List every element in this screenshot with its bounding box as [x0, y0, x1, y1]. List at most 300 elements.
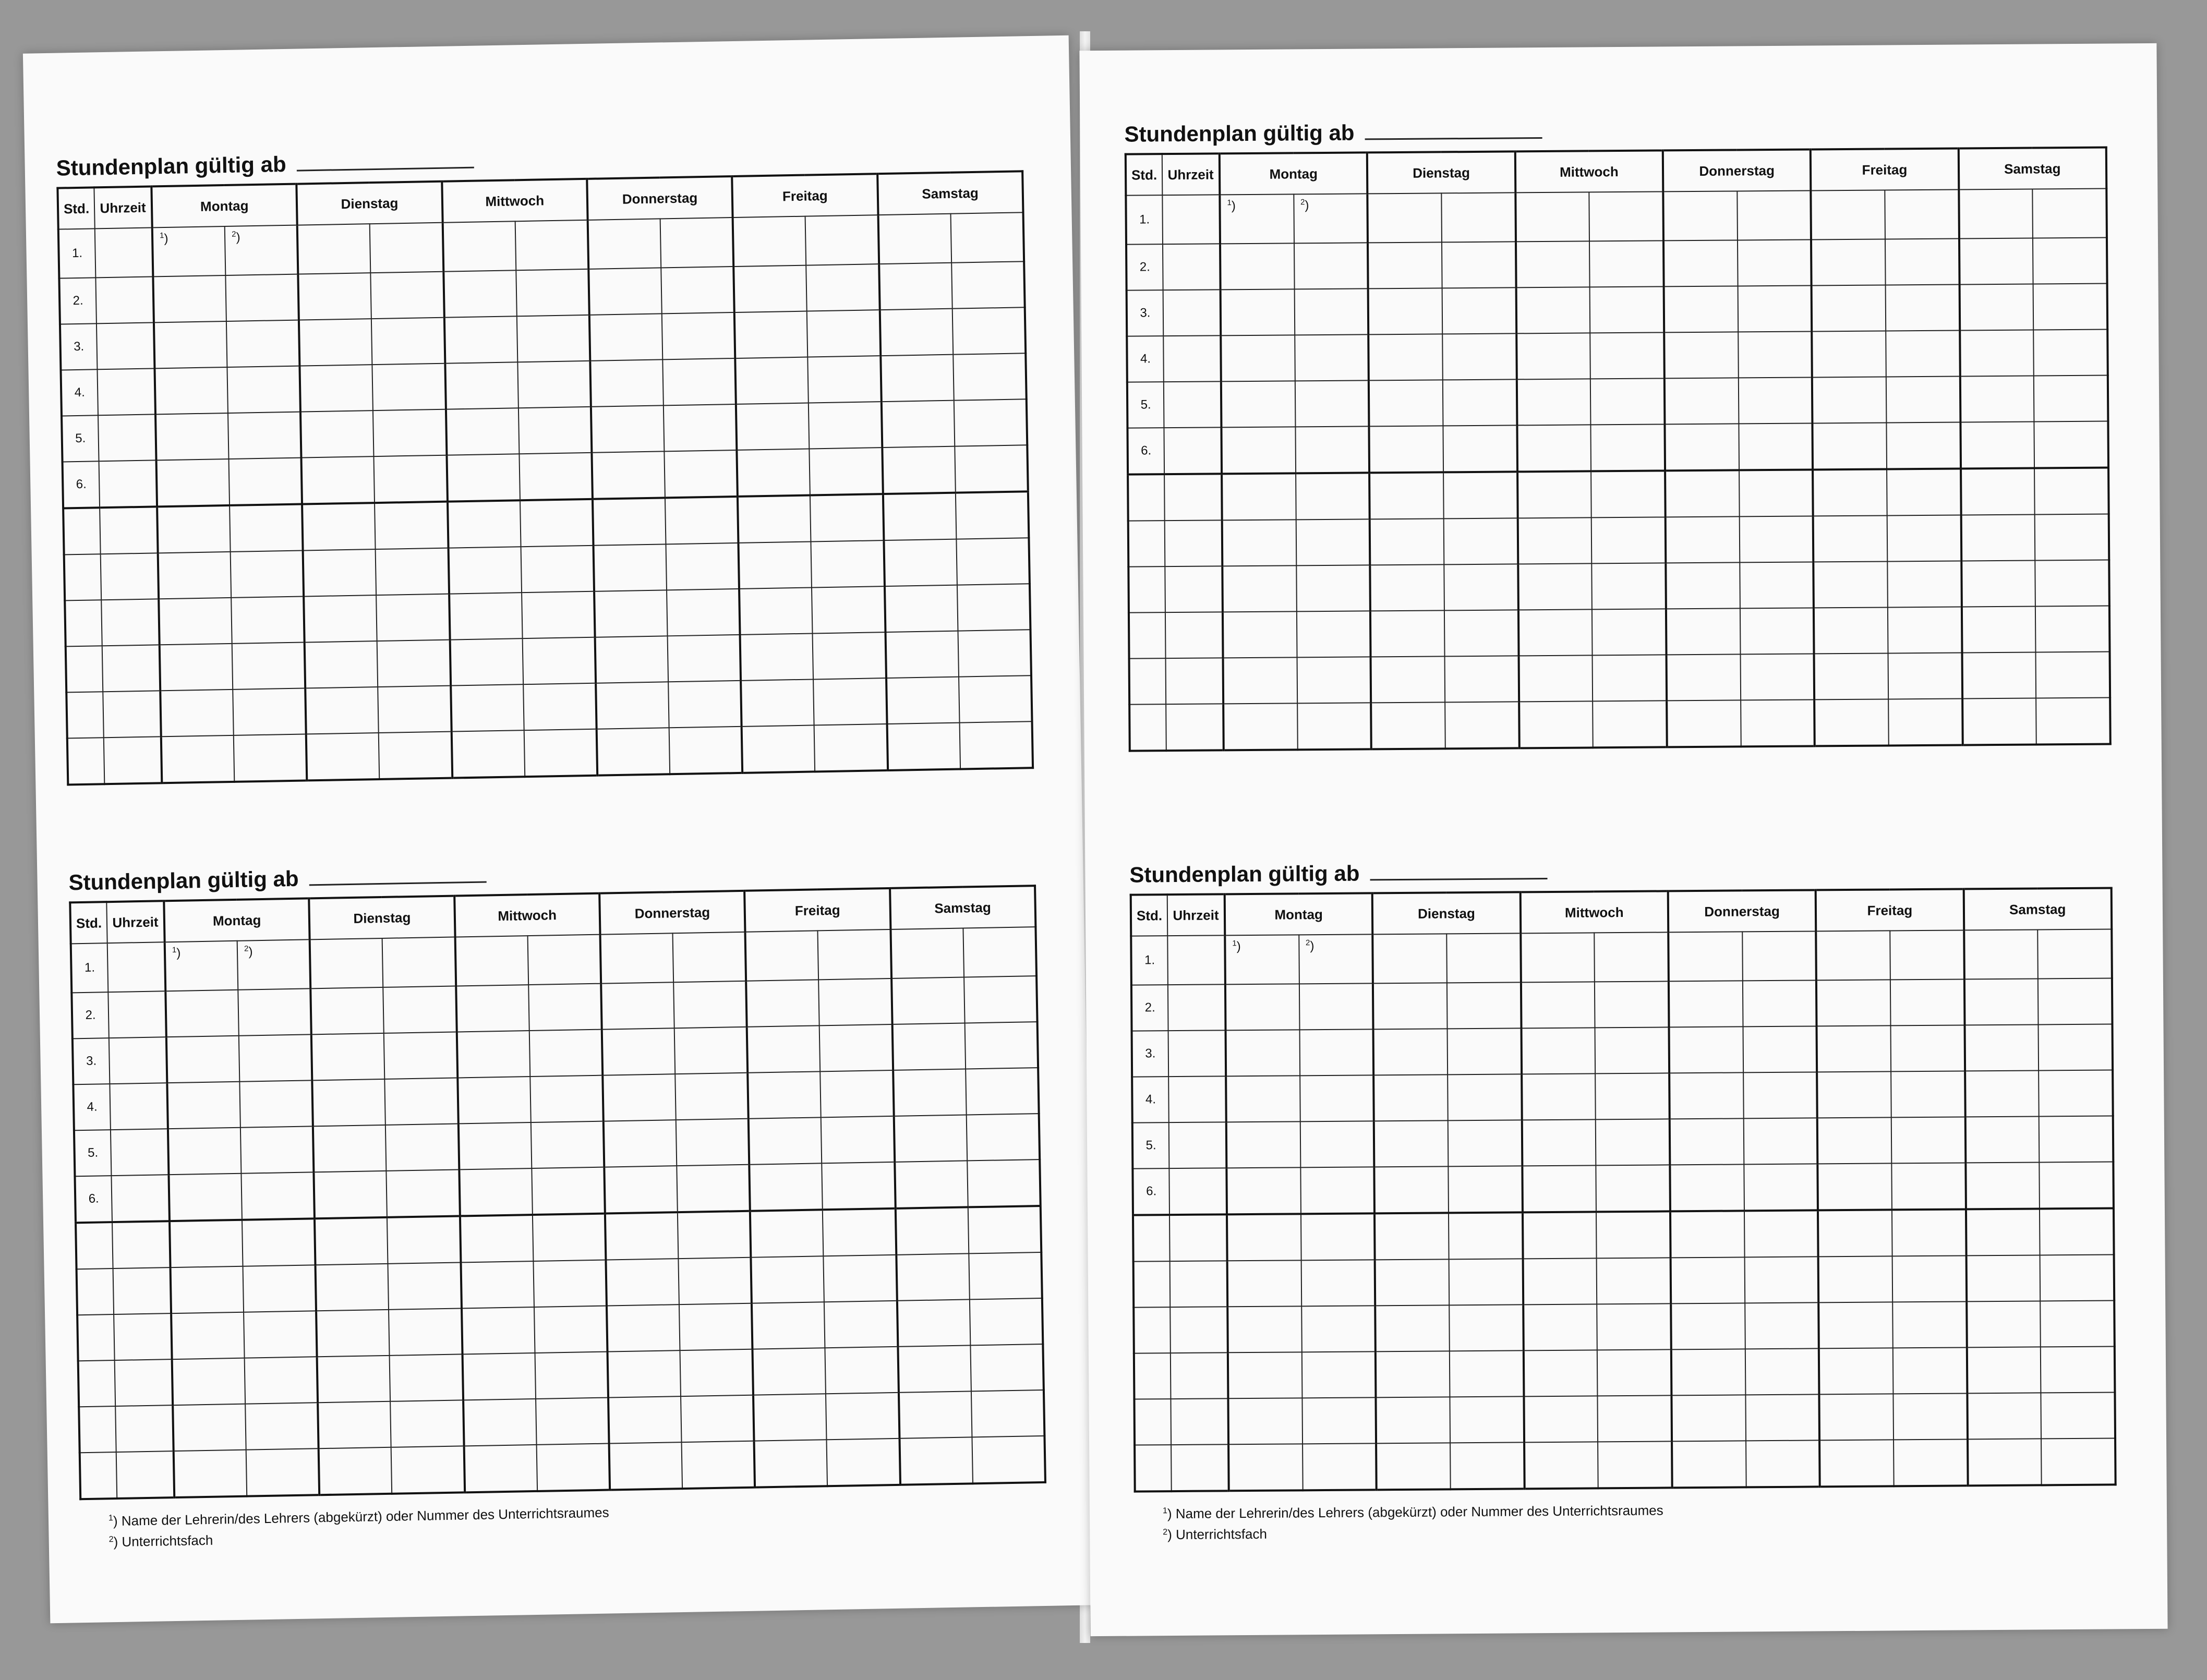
subject-cell[interactable]: [1738, 239, 1812, 286]
teacher-room-cell[interactable]: [1965, 1070, 2039, 1117]
teacher-room-cell[interactable]: [746, 980, 819, 1026]
subject-cell[interactable]: [530, 1075, 604, 1122]
teacher-room-cell[interactable]: [1518, 609, 1593, 656]
subject-cell[interactable]: [680, 1349, 754, 1396]
subject-cell[interactable]: [953, 353, 1027, 400]
subject-cell[interactable]: [669, 727, 743, 774]
subject-cell[interactable]: [808, 356, 882, 403]
time-cell[interactable]: [116, 1451, 175, 1498]
subject-cell[interactable]: [1746, 1440, 1820, 1487]
subject-cell[interactable]: [827, 1439, 900, 1486]
teacher-room-cell[interactable]: [311, 987, 384, 1034]
teacher-room-cell[interactable]: [1817, 1025, 1891, 1072]
teacher-room-cell[interactable]: [1370, 518, 1444, 565]
teacher-room-cell[interactable]: [1523, 1350, 1597, 1396]
subject-cell[interactable]: [1597, 1258, 1671, 1304]
subject-cell[interactable]: [1744, 1164, 1818, 1211]
subject-cell[interactable]: [678, 1211, 751, 1259]
teacher-room-cell[interactable]: [1226, 1121, 1300, 1168]
teacher-room-cell[interactable]: [1964, 978, 2038, 1025]
teacher-room-cell[interactable]: [1666, 608, 1740, 655]
subject-cell[interactable]: [677, 1165, 750, 1212]
subject-cell[interactable]: [240, 1080, 313, 1127]
teacher-room-cell[interactable]: [1965, 1116, 2039, 1163]
teacher-room-cell[interactable]: [1221, 381, 1295, 427]
teacher-room-cell[interactable]: [1517, 517, 1591, 564]
subject-cell[interactable]: [1300, 1121, 1374, 1167]
teacher-room-cell[interactable]: [445, 362, 518, 409]
subject-cell[interactable]: [1294, 194, 1368, 243]
teacher-room-cell[interactable]: [1960, 421, 2034, 468]
subject-cell[interactable]: [826, 1393, 899, 1440]
subject-cell[interactable]: [821, 1070, 894, 1117]
subject-cell[interactable]: [524, 729, 597, 777]
teacher-room-cell[interactable]: [315, 1217, 388, 1265]
subject-cell[interactable]: [387, 1216, 461, 1263]
subject-cell[interactable]: [1449, 1212, 1523, 1259]
subject-cell[interactable]: [966, 1068, 1039, 1115]
teacher-room-cell[interactable]: [895, 1207, 969, 1254]
subject-cell[interactable]: [228, 412, 301, 459]
teacher-room-cell[interactable]: [1227, 1214, 1301, 1261]
subject-cell[interactable]: [535, 1352, 608, 1399]
subject-cell[interactable]: [1885, 189, 1959, 239]
subject-cell[interactable]: [1448, 1166, 1522, 1213]
time-cell[interactable]: [1164, 427, 1222, 474]
subject-cell[interactable]: [1891, 1071, 1965, 1117]
subject-cell[interactable]: [372, 364, 446, 410]
time-cell[interactable]: [1165, 612, 1223, 658]
teacher-room-cell[interactable]: [597, 728, 670, 775]
teacher-room-cell[interactable]: [1374, 1120, 1448, 1167]
subject-cell[interactable]: [660, 217, 734, 268]
teacher-room-cell[interactable]: [1671, 1303, 1745, 1349]
subject-cell[interactable]: [819, 1024, 893, 1071]
subject-cell[interactable]: [1887, 468, 1961, 515]
subject-cell[interactable]: [664, 450, 738, 498]
teacher-room-cell[interactable]: [1816, 980, 1890, 1026]
subject-cell[interactable]: [2040, 1208, 2114, 1255]
subject-cell[interactable]: [528, 984, 602, 1031]
subject-cell[interactable]: [1443, 425, 1517, 472]
subject-cell[interactable]: [529, 1030, 603, 1077]
teacher-room-cell[interactable]: [1368, 242, 1442, 288]
teacher-room-cell[interactable]: [1959, 189, 2033, 238]
teacher-room-cell[interactable]: [1375, 1259, 1449, 1306]
subject-cell[interactable]: [2039, 1070, 2113, 1116]
teacher-room-cell[interactable]: [1374, 1213, 1449, 1260]
teacher-room-cell[interactable]: [461, 1261, 534, 1308]
teacher-room-cell[interactable]: [595, 636, 669, 683]
subject-cell[interactable]: [955, 445, 1028, 492]
teacher-room-cell[interactable]: [733, 216, 806, 267]
subject-cell[interactable]: [1739, 516, 1813, 562]
time-cell[interactable]: [1170, 1261, 1228, 1307]
subject-cell[interactable]: [1597, 1303, 1671, 1350]
subject-cell[interactable]: [969, 1252, 1042, 1299]
teacher-room-cell[interactable]: [1223, 611, 1297, 658]
subject-cell[interactable]: [1740, 608, 1814, 654]
teacher-room-cell[interactable]: [298, 273, 372, 320]
teacher-room-cell[interactable]: [316, 1310, 390, 1357]
subject-cell[interactable]: [2033, 330, 2107, 376]
subject-cell[interactable]: [227, 366, 301, 413]
teacher-room-cell[interactable]: [1665, 424, 1739, 470]
time-cell[interactable]: [1165, 520, 1223, 566]
teacher-room-cell[interactable]: [879, 263, 952, 310]
subject-cell[interactable]: [237, 939, 311, 989]
teacher-room-cell[interactable]: [300, 410, 374, 457]
teacher-room-cell[interactable]: [591, 405, 665, 452]
teacher-room-cell[interactable]: [1518, 563, 1592, 610]
date-entry-line[interactable]: [297, 167, 474, 172]
subject-cell[interactable]: [810, 494, 884, 541]
teacher-room-cell[interactable]: [1227, 1260, 1301, 1307]
teacher-room-cell[interactable]: [1965, 1162, 2040, 1209]
subject-cell[interactable]: [1737, 190, 1811, 240]
teacher-room-cell[interactable]: [1373, 934, 1447, 983]
teacher-room-cell[interactable]: [152, 226, 226, 276]
subject-cell[interactable]: [1450, 1396, 1524, 1443]
time-cell[interactable]: [101, 599, 160, 646]
subject-cell[interactable]: [822, 1162, 896, 1210]
teacher-room-cell[interactable]: [1819, 1394, 1894, 1440]
teacher-room-cell[interactable]: [1669, 1072, 1743, 1119]
subject-cell[interactable]: [2039, 1116, 2113, 1162]
subject-cell[interactable]: [813, 632, 886, 679]
subject-cell[interactable]: [1450, 1442, 1524, 1489]
teacher-room-cell[interactable]: [451, 730, 525, 778]
subject-cell[interactable]: [1442, 333, 1516, 380]
subject-cell[interactable]: [1886, 376, 1960, 422]
teacher-room-cell[interactable]: [165, 990, 239, 1037]
teacher-room-cell[interactable]: [894, 1115, 967, 1162]
subject-cell[interactable]: [532, 1167, 605, 1215]
date-entry-line[interactable]: [309, 881, 487, 886]
teacher-room-cell[interactable]: [1517, 471, 1591, 518]
teacher-room-cell[interactable]: [1524, 1442, 1598, 1489]
teacher-room-cell[interactable]: [596, 682, 669, 729]
subject-cell[interactable]: [1449, 1304, 1523, 1351]
subject-cell[interactable]: [1738, 377, 1812, 424]
date-entry-line[interactable]: [1365, 137, 1542, 140]
teacher-room-cell[interactable]: [1814, 699, 1888, 746]
time-cell[interactable]: [102, 645, 161, 692]
teacher-room-cell[interactable]: [738, 495, 811, 543]
subject-cell[interactable]: [1299, 983, 1373, 1030]
subject-cell[interactable]: [1299, 934, 1373, 984]
teacher-room-cell[interactable]: [1371, 702, 1445, 749]
teacher-room-cell[interactable]: [314, 1171, 388, 1218]
subject-cell[interactable]: [242, 1218, 316, 1266]
subject-cell[interactable]: [2033, 238, 2107, 284]
subject-cell[interactable]: [1589, 240, 1663, 287]
teacher-room-cell[interactable]: [1960, 330, 2034, 376]
teacher-room-cell[interactable]: [304, 595, 377, 642]
teacher-room-cell[interactable]: [601, 982, 674, 1029]
teacher-room-cell[interactable]: [879, 309, 953, 356]
subject-cell[interactable]: [2035, 514, 2109, 560]
subject-cell[interactable]: [1890, 1025, 1964, 1071]
subject-cell[interactable]: [1443, 379, 1517, 426]
teacher-room-cell[interactable]: [1226, 1030, 1300, 1076]
teacher-room-cell[interactable]: [747, 1071, 821, 1118]
subject-cell[interactable]: [1890, 979, 1964, 1025]
teacher-room-cell[interactable]: [881, 401, 955, 448]
teacher-room-cell[interactable]: [886, 677, 960, 724]
subject-cell[interactable]: [1300, 1075, 1374, 1121]
subject-cell[interactable]: [971, 1390, 1045, 1437]
teacher-room-cell[interactable]: [1961, 468, 2035, 515]
teacher-room-cell[interactable]: [313, 1125, 387, 1172]
subject-cell[interactable]: [807, 310, 881, 357]
teacher-room-cell[interactable]: [455, 936, 528, 986]
teacher-room-cell[interactable]: [157, 505, 231, 553]
subject-cell[interactable]: [665, 497, 739, 544]
subject-cell[interactable]: [1592, 563, 1666, 609]
teacher-room-cell[interactable]: [1373, 1074, 1448, 1121]
teacher-room-cell[interactable]: [303, 549, 377, 596]
subject-cell[interactable]: [964, 1022, 1038, 1069]
teacher-room-cell[interactable]: [456, 1031, 530, 1078]
subject-cell[interactable]: [1744, 1210, 1818, 1257]
subject-cell[interactable]: [1445, 656, 1519, 702]
subject-cell[interactable]: [2033, 189, 2107, 238]
teacher-room-cell[interactable]: [168, 1128, 242, 1175]
teacher-room-cell[interactable]: [1813, 422, 1887, 469]
teacher-room-cell[interactable]: [1669, 981, 1743, 1027]
teacher-room-cell[interactable]: [171, 1312, 245, 1359]
subject-cell[interactable]: [950, 212, 1024, 262]
teacher-room-cell[interactable]: [1672, 1441, 1746, 1488]
teacher-room-cell[interactable]: [1376, 1351, 1450, 1397]
subject-cell[interactable]: [385, 1123, 459, 1170]
teacher-room-cell[interactable]: [1516, 379, 1590, 425]
teacher-room-cell[interactable]: [1671, 1395, 1745, 1441]
subject-cell[interactable]: [533, 1260, 607, 1307]
subject-cell[interactable]: [805, 215, 879, 265]
subject-cell[interactable]: [231, 596, 305, 643]
time-cell[interactable]: [100, 506, 158, 554]
time-cell[interactable]: [1171, 1444, 1229, 1491]
teacher-room-cell[interactable]: [878, 214, 951, 264]
subject-cell[interactable]: [2034, 375, 2108, 421]
teacher-room-cell[interactable]: [1221, 427, 1295, 474]
teacher-room-cell[interactable]: [1962, 652, 2036, 698]
teacher-room-cell[interactable]: [589, 313, 663, 360]
teacher-room-cell[interactable]: [306, 687, 379, 734]
subject-cell[interactable]: [391, 1400, 464, 1447]
subject-cell[interactable]: [383, 986, 457, 1033]
teacher-room-cell[interactable]: [1816, 930, 1890, 980]
subject-cell[interactable]: [662, 312, 735, 359]
subject-cell[interactable]: [1443, 472, 1517, 518]
teacher-room-cell[interactable]: [1819, 1348, 1893, 1394]
subject-cell[interactable]: [244, 1311, 317, 1358]
teacher-room-cell[interactable]: [750, 1210, 824, 1257]
subject-cell[interactable]: [1739, 469, 1813, 516]
subject-cell[interactable]: [2033, 284, 2107, 330]
teacher-room-cell[interactable]: [1227, 1306, 1301, 1352]
teacher-room-cell[interactable]: [460, 1215, 534, 1262]
subject-cell[interactable]: [1297, 657, 1371, 703]
subject-cell[interactable]: [1598, 1441, 1672, 1488]
subject-cell[interactable]: [1743, 1118, 1817, 1164]
teacher-room-cell[interactable]: [604, 1120, 677, 1167]
subject-cell[interactable]: [1295, 426, 1369, 473]
teacher-room-cell[interactable]: [1817, 1117, 1891, 1164]
teacher-room-cell[interactable]: [1959, 238, 2033, 284]
subject-cell[interactable]: [375, 502, 449, 549]
time-cell[interactable]: [1168, 1030, 1226, 1077]
subject-cell[interactable]: [1741, 699, 1815, 746]
teacher-room-cell[interactable]: [305, 641, 378, 688]
subject-cell[interactable]: [232, 642, 306, 689]
subject-cell[interactable]: [1596, 1211, 1670, 1258]
subject-cell[interactable]: [812, 586, 885, 633]
subject-cell[interactable]: [1595, 932, 1669, 982]
teacher-room-cell[interactable]: [892, 1023, 966, 1070]
teacher-room-cell[interactable]: [753, 1348, 826, 1395]
teacher-room-cell[interactable]: [166, 1036, 240, 1083]
subject-cell[interactable]: [1444, 564, 1518, 610]
teacher-room-cell[interactable]: [1519, 701, 1593, 748]
teacher-room-cell[interactable]: [1667, 700, 1741, 747]
subject-cell[interactable]: [814, 724, 888, 771]
subject-cell[interactable]: [1890, 930, 1964, 980]
teacher-room-cell[interactable]: [736, 403, 810, 450]
subject-cell[interactable]: [376, 548, 449, 595]
teacher-room-cell[interactable]: [317, 1356, 391, 1403]
teacher-room-cell[interactable]: [604, 1166, 678, 1213]
teacher-room-cell[interactable]: [1818, 1210, 1892, 1256]
teacher-room-cell[interactable]: [609, 1442, 683, 1490]
subject-cell[interactable]: [1299, 1029, 1373, 1075]
teacher-room-cell[interactable]: [1222, 565, 1296, 612]
subject-cell[interactable]: [806, 264, 880, 311]
subject-cell[interactable]: [385, 1078, 459, 1125]
teacher-room-cell[interactable]: [751, 1256, 825, 1303]
teacher-room-cell[interactable]: [608, 1396, 682, 1443]
teacher-room-cell[interactable]: [1967, 1393, 2041, 1439]
subject-cell[interactable]: [1300, 1167, 1374, 1214]
subject-cell[interactable]: [1745, 1394, 1819, 1441]
teacher-room-cell[interactable]: [1812, 285, 1886, 331]
subject-cell[interactable]: [2034, 467, 2108, 514]
subject-cell[interactable]: [534, 1306, 608, 1353]
subject-cell[interactable]: [531, 1121, 605, 1168]
subject-cell[interactable]: [516, 269, 589, 316]
teacher-room-cell[interactable]: [1813, 469, 1887, 516]
subject-cell[interactable]: [673, 932, 746, 982]
teacher-room-cell[interactable]: [1665, 470, 1739, 517]
subject-cell[interactable]: [1296, 565, 1370, 611]
teacher-room-cell[interactable]: [1523, 1212, 1597, 1259]
subject-cell[interactable]: [1886, 284, 1960, 331]
time-cell[interactable]: [1170, 1307, 1228, 1353]
subject-cell[interactable]: [957, 584, 1031, 631]
subject-cell[interactable]: [388, 1262, 462, 1309]
teacher-room-cell[interactable]: [1222, 473, 1296, 520]
subject-cell[interactable]: [2035, 606, 2109, 652]
teacher-room-cell[interactable]: [1814, 561, 1888, 608]
subject-cell[interactable]: [1596, 1119, 1670, 1165]
teacher-room-cell[interactable]: [170, 1220, 243, 1267]
subject-cell[interactable]: [1744, 1256, 1818, 1303]
time-cell[interactable]: [1165, 566, 1223, 612]
subject-cell[interactable]: [517, 315, 590, 362]
subject-cell[interactable]: [374, 455, 448, 503]
subject-cell[interactable]: [2041, 1392, 2115, 1439]
subject-cell[interactable]: [1742, 931, 1816, 981]
teacher-room-cell[interactable]: [1516, 241, 1590, 287]
subject-cell[interactable]: [2037, 929, 2112, 978]
teacher-room-cell[interactable]: [451, 684, 524, 731]
subject-cell[interactable]: [818, 929, 891, 980]
teacher-room-cell[interactable]: [1370, 564, 1444, 611]
teacher-room-cell[interactable]: [1524, 1396, 1598, 1442]
teacher-room-cell[interactable]: [1669, 1026, 1743, 1073]
subject-cell[interactable]: [1885, 238, 1959, 285]
subject-cell[interactable]: [243, 1265, 317, 1312]
subject-cell[interactable]: [824, 1301, 898, 1348]
teacher-room-cell[interactable]: [1220, 194, 1294, 244]
teacher-room-cell[interactable]: [602, 1074, 676, 1121]
subject-cell[interactable]: [233, 688, 306, 735]
subject-cell[interactable]: [378, 686, 452, 733]
teacher-room-cell[interactable]: [462, 1353, 536, 1400]
teacher-room-cell[interactable]: [1369, 380, 1443, 426]
teacher-room-cell[interactable]: [1522, 1119, 1596, 1166]
time-cell[interactable]: [1166, 658, 1224, 704]
subject-cell[interactable]: [681, 1395, 754, 1442]
teacher-room-cell[interactable]: [1369, 334, 1443, 380]
subject-cell[interactable]: [384, 1032, 457, 1079]
teacher-room-cell[interactable]: [898, 1345, 971, 1392]
subject-cell[interactable]: [1892, 1301, 1967, 1348]
teacher-room-cell[interactable]: [1516, 287, 1590, 333]
subject-cell[interactable]: [1597, 1349, 1671, 1396]
teacher-room-cell[interactable]: [1221, 289, 1295, 335]
subject-cell[interactable]: [379, 732, 452, 779]
subject-cell[interactable]: [373, 409, 447, 456]
teacher-room-cell[interactable]: [173, 1404, 246, 1451]
subject-cell[interactable]: [1297, 703, 1371, 750]
time-cell[interactable]: [1169, 1214, 1227, 1261]
teacher-room-cell[interactable]: [590, 359, 664, 406]
time-cell[interactable]: [113, 1267, 172, 1314]
teacher-room-cell[interactable]: [302, 503, 376, 550]
teacher-room-cell[interactable]: [1670, 1164, 1744, 1211]
subject-cell[interactable]: [1444, 610, 1518, 656]
subject-cell[interactable]: [1448, 1120, 1522, 1166]
teacher-room-cell[interactable]: [733, 265, 807, 312]
teacher-room-cell[interactable]: [457, 1077, 531, 1123]
time-cell[interactable]: [95, 227, 153, 277]
teacher-room-cell[interactable]: [1220, 243, 1294, 289]
teacher-room-cell[interactable]: [316, 1264, 389, 1311]
subject-cell[interactable]: [959, 675, 1032, 722]
subject-cell[interactable]: [1893, 1347, 1967, 1394]
teacher-room-cell[interactable]: [752, 1302, 825, 1349]
teacher-room-cell[interactable]: [1960, 376, 2034, 422]
teacher-room-cell[interactable]: [1376, 1443, 1450, 1490]
subject-cell[interactable]: [952, 307, 1026, 354]
teacher-room-cell[interactable]: [158, 552, 232, 599]
teacher-room-cell[interactable]: [1368, 288, 1442, 334]
time-cell[interactable]: [1163, 244, 1221, 290]
teacher-room-cell[interactable]: [1968, 1439, 2042, 1485]
